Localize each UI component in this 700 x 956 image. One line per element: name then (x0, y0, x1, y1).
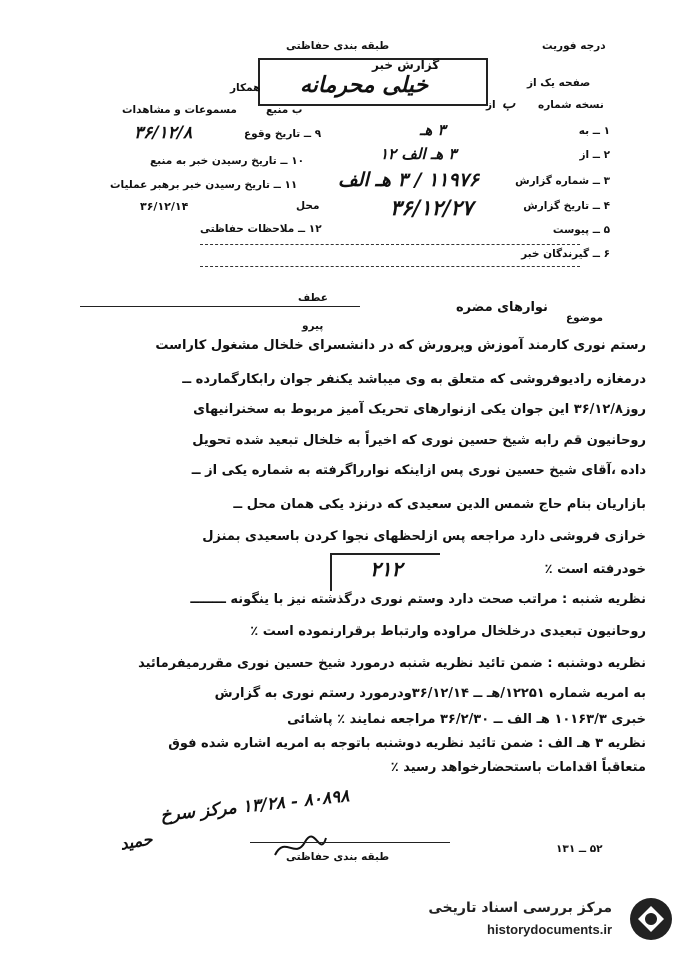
body-line: رستم نوری کارمند آموزش وپرورش که در دانشسرای خلخال مشغول کاراست (155, 338, 646, 353)
field-value: ۳۶/۱۲/۸ (134, 123, 193, 143)
body-line: خرازی فروشی دارد مراجعه پس ازلحظهای نجوا کردن باسعیدی بمنزل (202, 529, 646, 544)
initials: حمید (118, 829, 154, 854)
classification-bottom: طبقه بندی حفاظتی (286, 851, 390, 863)
copy-label: نسخه شماره (538, 99, 604, 111)
opinion-line: به امریه شماره ۱۲۲۵۱/هـ ــ ۳۶/۱۲/۱۴ودرمورد رستم نوری به گزارش (214, 686, 646, 701)
archive-logo-icon (628, 896, 674, 942)
field-label: ۱ ــ به (578, 125, 610, 137)
field-label: ۹ ــ تاریخ وقوع (244, 128, 322, 140)
copy-value: ب (502, 96, 516, 112)
field-label: ۱۰ ــ تاریخ رسیدن خبر به منبع (150, 155, 305, 167)
page-label: صفحه یک از (527, 77, 591, 89)
atf-label: عطف (298, 292, 328, 304)
watermark-site: historydocuments.ir (487, 922, 612, 937)
subject-label: موضوع (566, 312, 603, 324)
field-label: ۴ ــ تاریخ گزارش (523, 200, 610, 212)
opinion-line: نظریه دوشنبه : ضمن تائید نظریه شنبه درمورد شیخ حسین نوری مقررمیفرمائید (138, 656, 646, 671)
opinion-line: نظریه شنبه : مراتب صحت دارد وستم نوری درگذشته نیز با ینگونه ــــــــ (190, 592, 646, 607)
body-line: روحانیون قم رابه شیخ حسین نوری که اخیراً به خلخال تبعید شده تحویل (192, 433, 646, 448)
divider (200, 266, 580, 267)
divider (250, 842, 450, 843)
field-label: ۵ ــ پیوست (552, 224, 610, 236)
body-line: خودرفته است ٪ (544, 562, 646, 577)
body-line: روز۳۶/۱۲/۸ این جوان یکی ازنوارهای تحریک آمیز مربوط به سخنرانیهای (193, 402, 646, 417)
form-code: ۵۲ ــ ۱۳۱ (556, 843, 603, 855)
note-number: ۲۱۲ (370, 557, 403, 581)
field-label: محل (296, 200, 320, 212)
body-line: بازاریان بنام حاج شمس الدین سعیدی که درنزد یکی همان محل ــ (233, 497, 646, 512)
opinion-line: متعاقباً اقدامات باستحضارخواهد رسید ٪ (390, 760, 646, 775)
field-label: ۱۱ ــ تاریخ رسیدن خبر برهبر عملیات (110, 179, 298, 191)
urgency-label: درجه فوریت (542, 40, 606, 52)
classification-top: طبقه بندی حفاظتی (286, 40, 390, 52)
divider (200, 244, 580, 245)
source-code: ب منبع (266, 104, 303, 116)
sources-label: مسموعات و مشاهدات (122, 104, 237, 116)
field-label: ۱۲ ــ ملاحظات حفاظتی (200, 223, 322, 235)
field-label: ۳ ــ شماره گزارش (515, 175, 610, 187)
body-line: داده ،آقای شیخ حسین نوری پس ازاینکه نوارراگرفته به شماره یکی از ــ (191, 463, 646, 478)
field-value: ۱۱۹۷۶ / ۳ هـ الف (338, 169, 479, 191)
field-value: ۳۶/۱۲/۱۴ (140, 200, 189, 213)
divider (80, 306, 360, 307)
from-label: از (486, 99, 496, 111)
field-value: ۳۶/۱۲/۲۷ (390, 195, 474, 220)
field-label: ۶ ــ گیرندگان خبر (521, 248, 610, 260)
peyro-label: پیرو (302, 320, 324, 332)
field-label: ۲ ــ از (579, 149, 610, 161)
field-value: ۳ هـ الف ۱۲ (380, 145, 457, 163)
subject-value: نوارهای مضره (456, 300, 548, 315)
field-value: ۳ هـ (420, 121, 446, 139)
watermark-org: مرکز بررسی اسناد تاریخی (428, 900, 612, 916)
body-line: درمغازه رادیوفروشی که متعلق به وی میباشد یکنفر جوان رابکارگمارده ــ (182, 372, 646, 387)
colleague-label: همکار (230, 82, 261, 94)
opinion-line: نظریه ۳ هـ الف : ضمن تائید نظریه دوشنبه باتوجه به امریه اشاره شده فوق (168, 736, 646, 751)
doc-type-label: گزارش خبر (372, 58, 440, 72)
classification-stamp (258, 58, 488, 106)
archive-stamp (330, 553, 440, 591)
opinion-line: روحانیون تبعیدی درخلخال مراوده وارتباط برقرارنموده است ٪ (250, 624, 646, 639)
opinion-line: خبری ۱۰۱۶۳/۳ هـ الف ــ ۳۶/۲/۳۰ مراجعه نمایند ٪ پاشائی (287, 712, 646, 727)
signature-line: ۸۰۸۹۸ - ۱۳/۲۸ مرکز سرخ (159, 786, 351, 826)
stamp-text: خیلی محرمانه (300, 72, 429, 98)
